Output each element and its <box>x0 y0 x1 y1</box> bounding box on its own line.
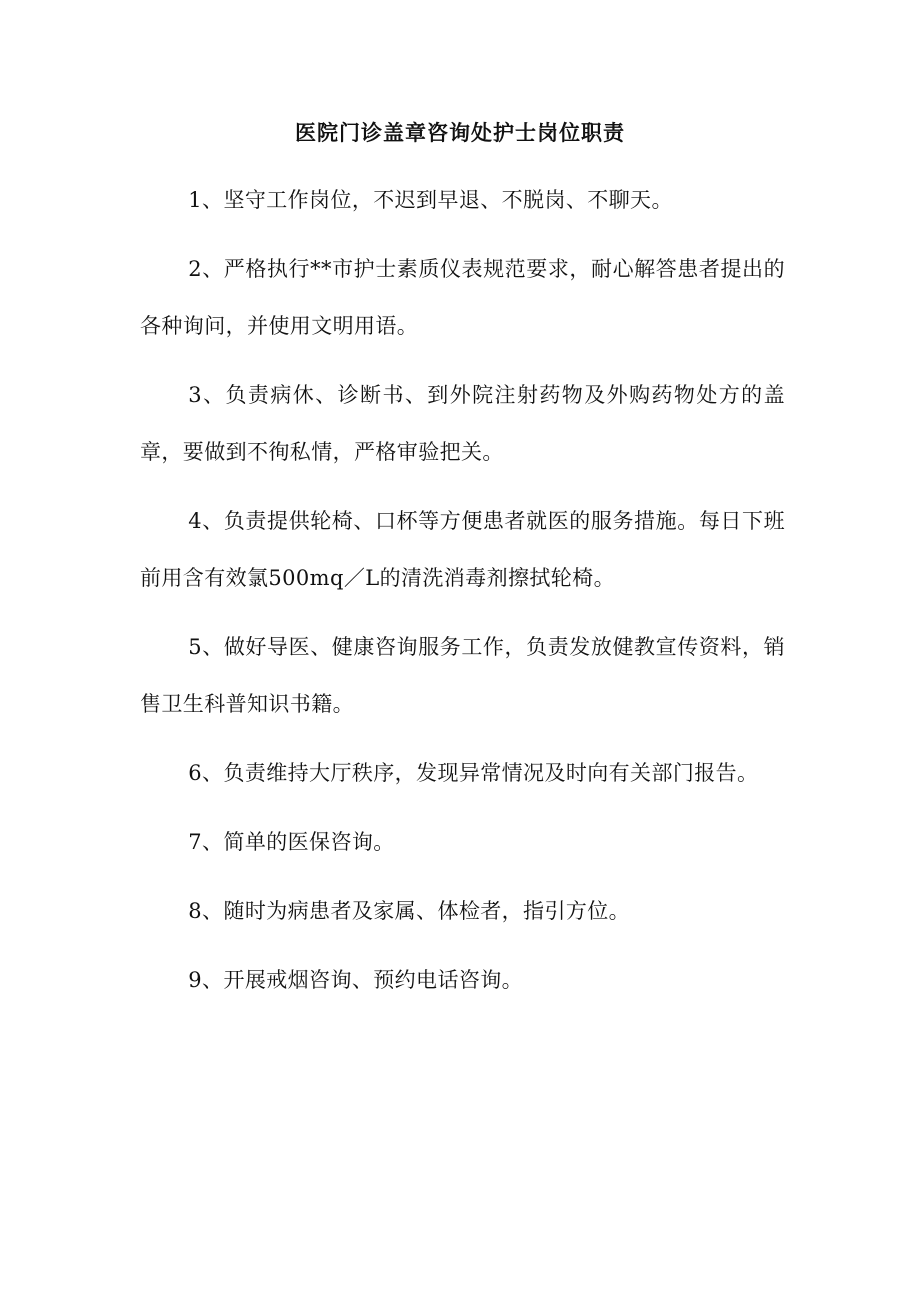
duty-item-6: 6、负责维持大厅秩序，发现异常情况及时向有关部门报告。 <box>188 761 759 785</box>
duty-item-7: 7、简单的医保咨询。 <box>188 830 395 854</box>
duty-item-8: 8、随时为病患者及家属、体检者，指引方位。 <box>188 899 631 923</box>
document-title: 医院门诊盖章咨询处护士岗位职责 <box>295 120 625 145</box>
duty-item-4: 4、负责提供轮椅、口杯等方便患者就医的服务措施。每日下班前用含有效氯500mq／L的清洗消毒剂擦拭轮椅。 <box>140 509 785 590</box>
duty-item-1: 1、坚守工作岗位，不迟到早退、不脱岗、不聊天。 <box>188 188 673 212</box>
duty-item-9: 9、开展戒烟咨询、预约电话咨询。 <box>188 968 524 992</box>
duty-item-3: 3、负责病休、诊断书、到外院注射药物及外购药物处方的盖章，要做到不徇私情，严格审验把关。 <box>140 383 785 464</box>
document-body <box>140 172 785 1021</box>
duty-item-2: 2、严格执行**市护士素质仪表规范要求，耐心解答患者提出的各种询问，并使用文明用语。 <box>140 257 785 338</box>
duty-item-5: 5、做好导医、健康咨询服务工作，负责发放健教宣传资料，销售卫生科普知识书籍。 <box>140 635 785 716</box>
